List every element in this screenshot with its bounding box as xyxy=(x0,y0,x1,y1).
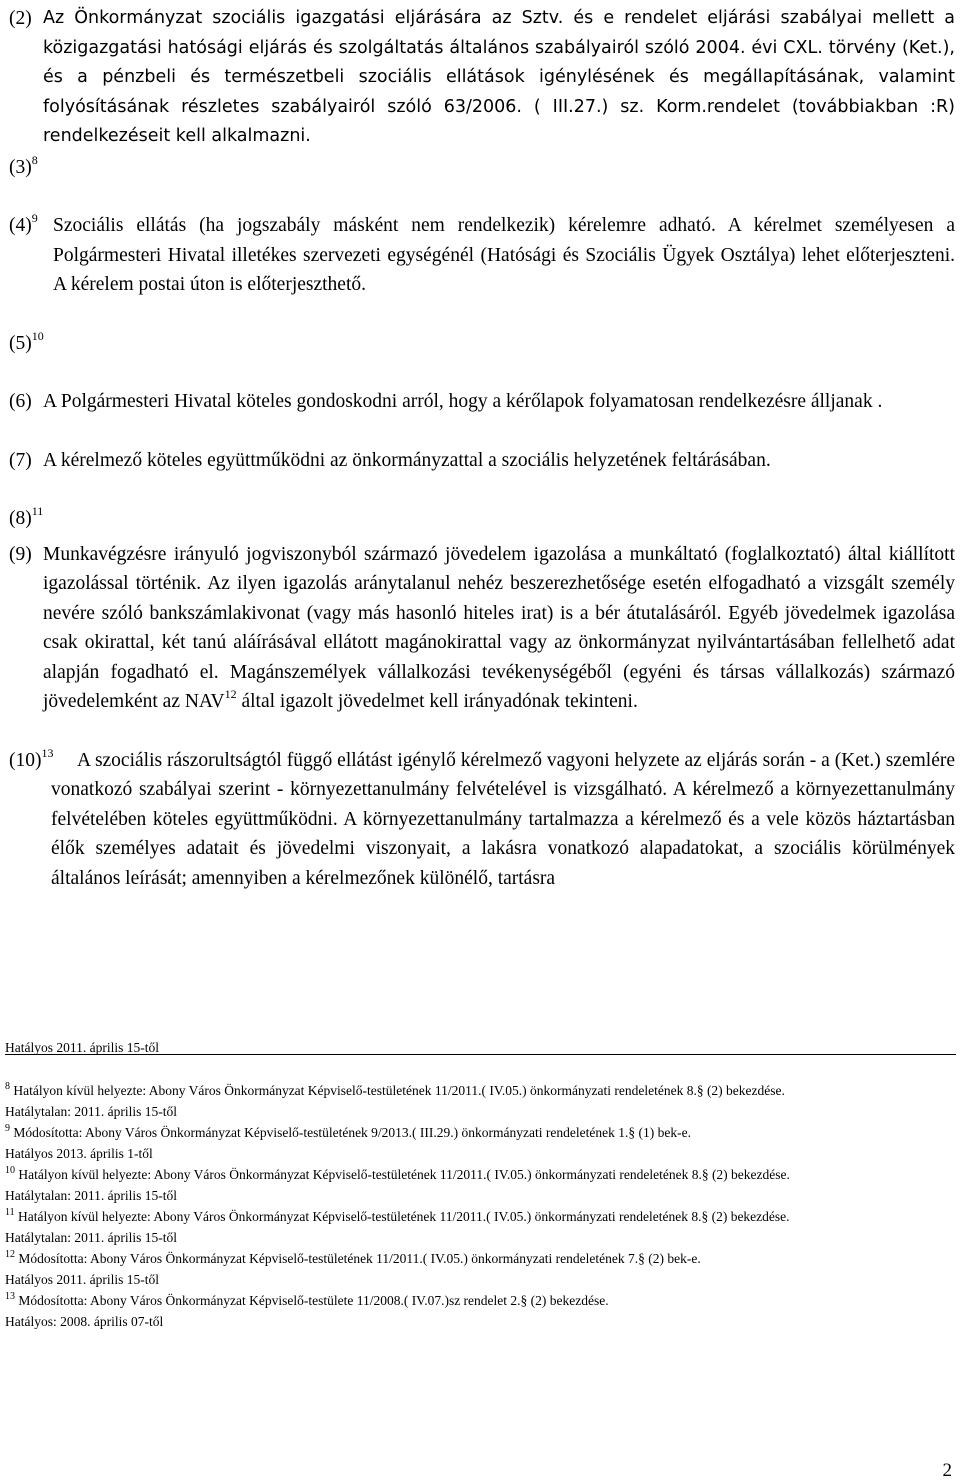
footnote xyxy=(5,1248,945,1290)
paragraph-7 xyxy=(9,446,955,476)
paragraph-4 xyxy=(9,211,955,300)
footnote-text: Hatályon kívül helyezte: Abony Város Önkormányzat Képviselő-testületének 11/2011.( IV.05.) önkormányzati rendeletének 8.§ (2) bekezdése. xyxy=(13,1083,785,1098)
footnote xyxy=(5,1080,945,1122)
footnote-separator xyxy=(5,1054,956,1055)
paragraph-3 xyxy=(9,153,955,183)
footnote-number: 13 xyxy=(5,1291,15,1302)
paragraph-9 xyxy=(9,540,955,717)
footnote-status: Hatályos: 2008. április 07-től xyxy=(5,1314,164,1329)
footnote-status: Hatályos 2011. április 15-től xyxy=(5,1272,159,1287)
footnote-status: Hatálytalan: 2011. április 15-től xyxy=(5,1230,177,1245)
footnote-status: Hatályos 2013. április 1-től xyxy=(5,1146,153,1161)
page-number: 2 xyxy=(942,1460,952,1481)
footnote-text: Hatályon kívül helyezte: Abony Város Önkormányzat Képviselő-testületének 11/2011.( IV.05.) önkormányzati rendeletének 8.§ (2) bekezdése. xyxy=(18,1209,790,1224)
paragraph-text-continued: által igazolt jövedelmet kell irányadónak tekinteni. xyxy=(236,691,638,712)
footnote-text: Módosította: Abony Város Önkormányzat Képviselő-testülete 11/2008.( IV.07.)sz rendelet 2.§ (2) bekezdése. xyxy=(18,1293,609,1308)
footnote-ref: 12 xyxy=(224,687,237,701)
paragraph-text: A Polgármesteri Hivatal köteles gondoskodni arról, hogy a kérőlapok folyamatosan rendelkezésre álljanak . xyxy=(43,391,883,412)
paragraph-8 xyxy=(9,504,955,534)
footnote xyxy=(5,1122,945,1164)
footnote xyxy=(5,1290,945,1332)
paragraph-6 xyxy=(9,387,955,417)
paragraph-text: Munkavégzésre irányuló jogviszonyból származó jövedelem igazolása a munkáltató (foglalkoztató) által kiállított igazolással történik. Az ilyen igazolás aránytalanul nehéz beszerezhetősége esetén elfogadható a vizsgált személy nevére szóló bankszámlakivonat (vagy más hasonló hiteles irat) is a bér átutalásáról. Egyéb jövedelmek igazolása csak okirattal, két tanú aláírásával ellátott magánokirattal vagy az önkormányzat nyilvántartásában fellelhető adat alapján fogadható el. Magánszemélyek vállalkozási tevékenységéből (egyéni és társas vállalkozás) származó jövedelemként az NAV xyxy=(43,543,955,712)
paragraph-text: Szociális ellátás (ha jogszabály másként nem rendelkezik) kérelemre adható. A kérelmet személyesen a Polgármesteri Hivatal illetékes szervezeti egységénél (Hatósági és Szociális Ügyek Osztálya) lehet előterjeszteni. A kérelem postai úton is előterjeszthető. xyxy=(53,215,955,295)
document-body xyxy=(9,4,955,922)
footnote-ref: 10 xyxy=(31,328,44,343)
footnote-status: Hatálytalan: 2011. április 15-től xyxy=(5,1188,177,1203)
footnote-ref: 9 xyxy=(31,211,38,225)
paragraph-number: (2) xyxy=(9,8,32,29)
paragraph-number: (10) xyxy=(9,749,42,771)
paragraph-number: (8) xyxy=(9,508,32,529)
footnote-status: Hatálytalan: 2011. április 15-től xyxy=(5,1104,177,1119)
footnote-number: 11 xyxy=(5,1207,15,1218)
footnote-number: 9 xyxy=(5,1123,10,1134)
footnote xyxy=(5,1164,945,1206)
footnote-text: Módosította: Abony Város Önkormányzat Képviselő-testületének 11/2011.( IV.05.) önkormányzati rendeletének 7.§ (2) bek-e. xyxy=(18,1251,701,1266)
footnote-text: Hatályon kívül helyezte: Abony Város Önkormányzat Képviselő-testületének 11/2011.( IV.05.) önkormányzati rendeletének 8.§ (2) bekezdése. xyxy=(18,1167,790,1182)
paragraph-number: (4) xyxy=(9,215,32,236)
paragraph-number: (6) xyxy=(9,391,32,412)
footnote-number: 10 xyxy=(5,1165,15,1176)
paragraph-2 xyxy=(9,4,955,152)
footnote-ref: 8 xyxy=(31,152,38,167)
paragraph-text: A kérelmező köteles együttműködni az önkormányzattal a szociális helyzetének feltárásában. xyxy=(43,449,771,471)
footnote-text: Módosította: Abony Város Önkormányzat Képviselő-testületének 9/2013.( III.29.) önkormányzati rendeletének 1.§ (1) bek-e. xyxy=(13,1125,691,1140)
footnote-number: 12 xyxy=(5,1249,15,1260)
paragraph-5 xyxy=(9,329,955,359)
footnote xyxy=(5,1206,945,1248)
paragraph-number: (3) xyxy=(9,156,32,178)
paragraph-number: (7) xyxy=(9,449,32,471)
paragraph-number: (9) xyxy=(9,543,32,565)
paragraph-10 xyxy=(9,746,955,894)
footnote-number: 8 xyxy=(5,1081,10,1092)
footnotes xyxy=(5,1080,945,1332)
paragraph-text: Az Önkormányzat szociális igazgatási eljárására az Sztv. és e rendelet eljárási szabályai mellett a közigazgatási hatósági eljárás és szolgáltatás általános szabályairól szóló 2004. évi CXL. törvény (Ket.), és a pénzbeli és természetbeli szociális ellátások igénylésének és megállapításának, valamint folyósításának részletes szabályairól szóló 63/2006. ( III.27.) sz. Korm.rendelet (továbbiakban :R) rendelkezéseit kell alkalmazni. xyxy=(43,8,955,146)
paragraph-text: A szociális rászorultságtól függő ellátást igénylő kérelmező vagyoni helyzete az eljárás során - a (Ket.) szemlére vonatkozó szabályai szerint - környezettanulmány felvételével is vizsgálható. A kérelmező a környezettanulmány felvételében köteles együttműködni. A környezettanulmány tartalmazza a kérelmező és a vele közös háztartásban élők személyes adatait és jövedelmi viszonyait, a lakásra vonatkozó alapadatokat, a szociális körülmények általános leírását; amennyiben a kérelmezőnek különélő, tartásra xyxy=(51,749,955,889)
paragraph-number: (5) xyxy=(9,332,32,354)
effective-date-note: Hatályos 2011. április 15-től xyxy=(5,1040,159,1055)
footnote-ref: 11 xyxy=(31,504,44,518)
footnote-ref: 13 xyxy=(41,745,54,760)
